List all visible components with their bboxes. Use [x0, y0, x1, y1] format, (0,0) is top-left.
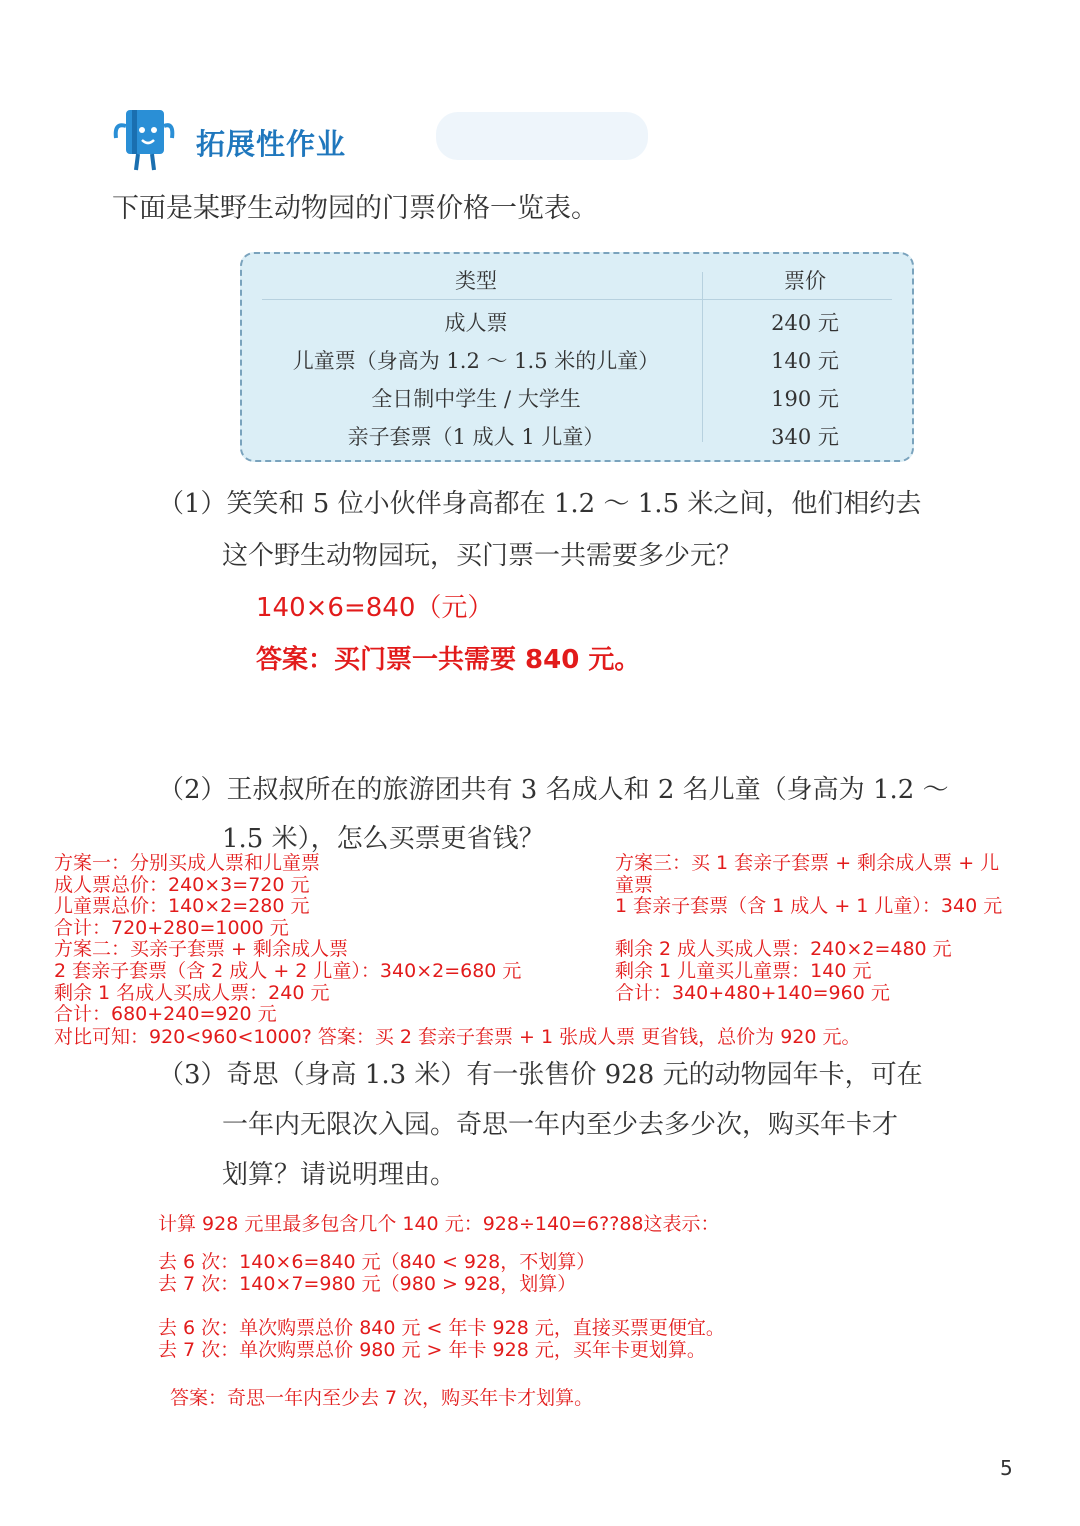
solution-line: 合计：680+240=920 元: [54, 1003, 277, 1026]
answer-3-visits-a: [158, 1252, 595, 1295]
solution-line: 去 6 次：单次购票总价 840 元 < 年卡 928 元，直接买票更便宜。: [158, 1317, 725, 1339]
table-divider: [702, 272, 703, 442]
table-cell-type: 全日制中学生 / 大学生: [371, 387, 581, 411]
solution-line: 去 7 次：单次购票总价 980 元 > 年卡 928 元，买年卡更划算。: [158, 1338, 706, 1361]
solution-line: 童票: [615, 873, 654, 896]
table-cell-type: 成人票: [444, 311, 508, 335]
solution-left-column: [54, 853, 521, 1026]
table-cell-price: 340 元: [771, 425, 839, 449]
solution-line: 方案三：买 1 套亲子套票 + 剩余成人票 + 儿: [615, 852, 1000, 874]
solution-line: 剩余 1 儿童买儿童票：140 元: [615, 959, 872, 982]
question-3-line-1: （3）奇思（身高 1.3 米）有一张售价 928 元的动物园年卡，可在: [158, 1060, 923, 1090]
answer-2-conclusion: 对比可知：920<960<1000? 答案：买 2 套亲子套票 + 1 张成人票 更省钱，总价为 920 元。: [54, 1026, 861, 1048]
answer-3: 答案：奇思一年内至少去 7 次，购买年卡才划算。: [170, 1387, 594, 1409]
question-3-line-3: 划算？请说明理由。: [222, 1160, 457, 1190]
solution-line: 去 6 次：140×6=840 元（840 < 928，不划算）: [158, 1251, 596, 1273]
table-cell-price: 240 元: [771, 311, 839, 335]
solution-line: [615, 918, 1002, 940]
book-mascot-icon: [112, 108, 176, 174]
answer-1: 答案：买门票一共需要 840 元。: [256, 645, 641, 675]
question-2-line-1: （2）王叔叔所在的旅游团共有 3 名成人和 2 名儿童（身高为 1.2 ～: [158, 775, 949, 805]
table-cell-price: 140 元: [771, 349, 839, 373]
solution-line: 成人票总价：240×3=720 元: [54, 873, 310, 896]
intro-text: 下面是某野生动物园的门票价格一览表。: [112, 193, 598, 224]
solution-line: 方案二：买亲子套票 + 剩余成人票: [54, 938, 348, 961]
question-3-line-2: 一年内无限次入园。奇思一年内至少去多少次，购买年卡才: [222, 1110, 899, 1140]
solution-line: 去 7 次：140×7=980 元（980 > 928，划算）: [158, 1272, 577, 1295]
table-header-rule: [262, 299, 892, 300]
question-2-line-2: 1.5 米），怎么买票更省钱？: [222, 824, 545, 854]
answer-1-calculation: 140×6=840（元）: [256, 593, 494, 623]
question-1-line-2: 这个野生动物园玩，买门票一共需要多少元？: [222, 541, 743, 571]
solution-line: 剩余 1 名成人买成人票：240 元: [54, 981, 330, 1004]
solution-line: 1 套亲子套票（含 1 成人 + 1 儿童）：340 元: [615, 895, 1003, 918]
solution-line: 合计：720+280=1000 元: [54, 916, 289, 939]
question-1-line-1: （1）笑笑和 5 位小伙伴身高都在 1.2 ～ 1.5 米之间，他们相约去: [158, 489, 922, 519]
header-decoration: [436, 112, 648, 160]
solution-line: 剩余 2 成人买成人票：240×2=480 元: [615, 938, 952, 961]
solution-line: 2 套亲子套票（含 2 成人 + 2 儿童）：340×2=680 元: [54, 959, 522, 982]
solution-line: 儿童票总价：140×2=280 元: [54, 895, 310, 918]
section-title: 拓展性作业: [196, 127, 347, 161]
solution-line: 合计：340+480+140=960 元: [615, 981, 890, 1004]
page-number: 5: [1000, 1456, 1013, 1480]
table-header-price: 票价: [784, 269, 826, 293]
table-cell-type: 亲子套票（1 成人 1 儿童）: [347, 425, 605, 449]
table-cell-price: 190 元: [771, 387, 839, 411]
solution-right-column: [615, 853, 1002, 1004]
table-header-type: 类型: [455, 269, 497, 293]
solution-line: 方案一：分别买成人票和儿童票: [54, 852, 321, 874]
table-cell-type: 儿童票（身高为 1.2 ～ 1.5 米的儿童）: [292, 349, 660, 373]
answer-3-visits-b: [158, 1318, 725, 1361]
answer-3-calculation: 计算 928 元里最多包含几个 140 元：928÷140=6??88这表示：: [158, 1213, 720, 1235]
